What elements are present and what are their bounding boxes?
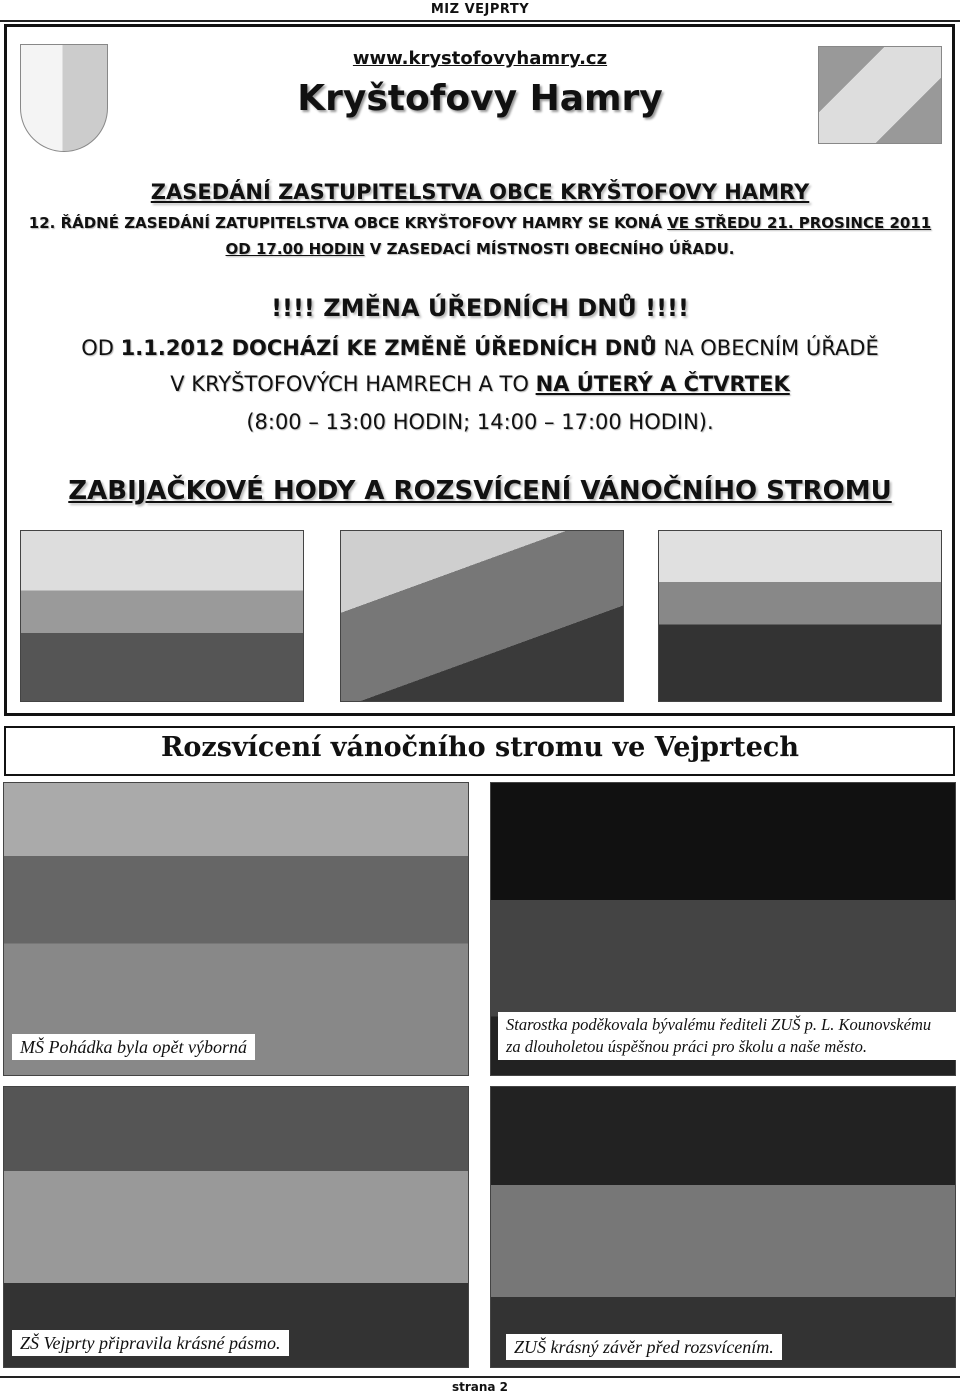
photo-crowd-tent xyxy=(658,530,942,702)
coat-of-arms-left-icon xyxy=(20,44,108,152)
change-text-1a: OD xyxy=(81,336,114,360)
session-text-2a: OD 17.00 HODIN xyxy=(225,240,365,258)
bottom-rule xyxy=(0,1376,960,1378)
session-text-1a: 12. ŘÁDNÉ ZASEDÁNÍ ZATUPITELSTVA OBCE KRYŠTOFOVY HAMRY SE KONÁ xyxy=(28,214,662,232)
vejprty-heading: Rozsvícení vánočního stromu ve Vejprtech xyxy=(160,732,800,763)
caption-music-school: ZUŠ krásný závěr před rozsvícením. xyxy=(506,1334,782,1360)
photo-kindergarten-choir xyxy=(3,782,469,1076)
page-number: strana 2 xyxy=(451,1380,509,1394)
change-text-2b: NA ÚTERÝ A ČTVRTEK xyxy=(535,372,790,396)
photo-music-school-flutes xyxy=(490,1086,956,1368)
caption-mayor xyxy=(498,1012,956,1060)
session-text-1b: VE STŘEDU 21. PROSINCE 2011 xyxy=(667,214,932,232)
photo-market-stall xyxy=(340,530,624,702)
municipality-title: Kryštofovy Hamry xyxy=(297,78,663,119)
top-rule xyxy=(0,20,960,22)
change-line-3: (8:00 – 13:00 HODIN; 14:00 – 17:00 HODIN). xyxy=(246,410,714,434)
session-line-1 xyxy=(0,214,960,232)
caption-mayor-line-1: Starostka poděkovala bývalému řediteli ZUŠ p. L. Kounovskému xyxy=(506,1015,932,1034)
newsletter-name: MIZ VEJPRTY xyxy=(430,2,530,17)
coat-of-arms-right-icon xyxy=(818,46,942,144)
photo-school-performance xyxy=(3,1086,469,1368)
change-text-2a: V KRYŠTOFOVÝCH HAMRECH A TO xyxy=(170,372,529,396)
caption-school: ZŠ Vejprty připravila krásné pásmo. xyxy=(12,1330,289,1356)
website-url[interactable]: www.krystofovyhamry.cz xyxy=(352,48,608,69)
change-line-2 xyxy=(0,372,960,396)
session-text-2b: V ZASEDACÍ MÍSTNOSTI OBECNÍHO ÚŘADU. xyxy=(369,240,735,258)
caption-mayor-line-2: za dlouholetou úspěšnou práci pro školu a naše město. xyxy=(506,1037,867,1056)
change-line-1 xyxy=(0,336,960,360)
change-text-1c: NA OBECNÍM ÚŘADĚ xyxy=(663,336,879,360)
change-text-1b: 1.1.2012 DOCHÁZÍ KE ZMĚNĚ ÚŘEDNÍCH DNŮ xyxy=(120,336,657,360)
change-heading: !!!! ZMĚNA ÚŘEDNÍCH DNŮ !!!! xyxy=(271,294,689,322)
session-heading: ZASEDÁNÍ ZASTUPITELSTVA OBCE KRYŠTOFOVY HAMRY xyxy=(150,180,810,204)
feast-heading: ZABIJAČKOVÉ HODY A ROZSVÍCENÍ VÁNOČNÍHO STROMU xyxy=(68,476,892,506)
caption-kindergarten: MŠ Pohádka byla opět výborná xyxy=(12,1034,255,1060)
photo-tent-cooks xyxy=(20,530,304,702)
session-line-2 xyxy=(0,240,960,258)
